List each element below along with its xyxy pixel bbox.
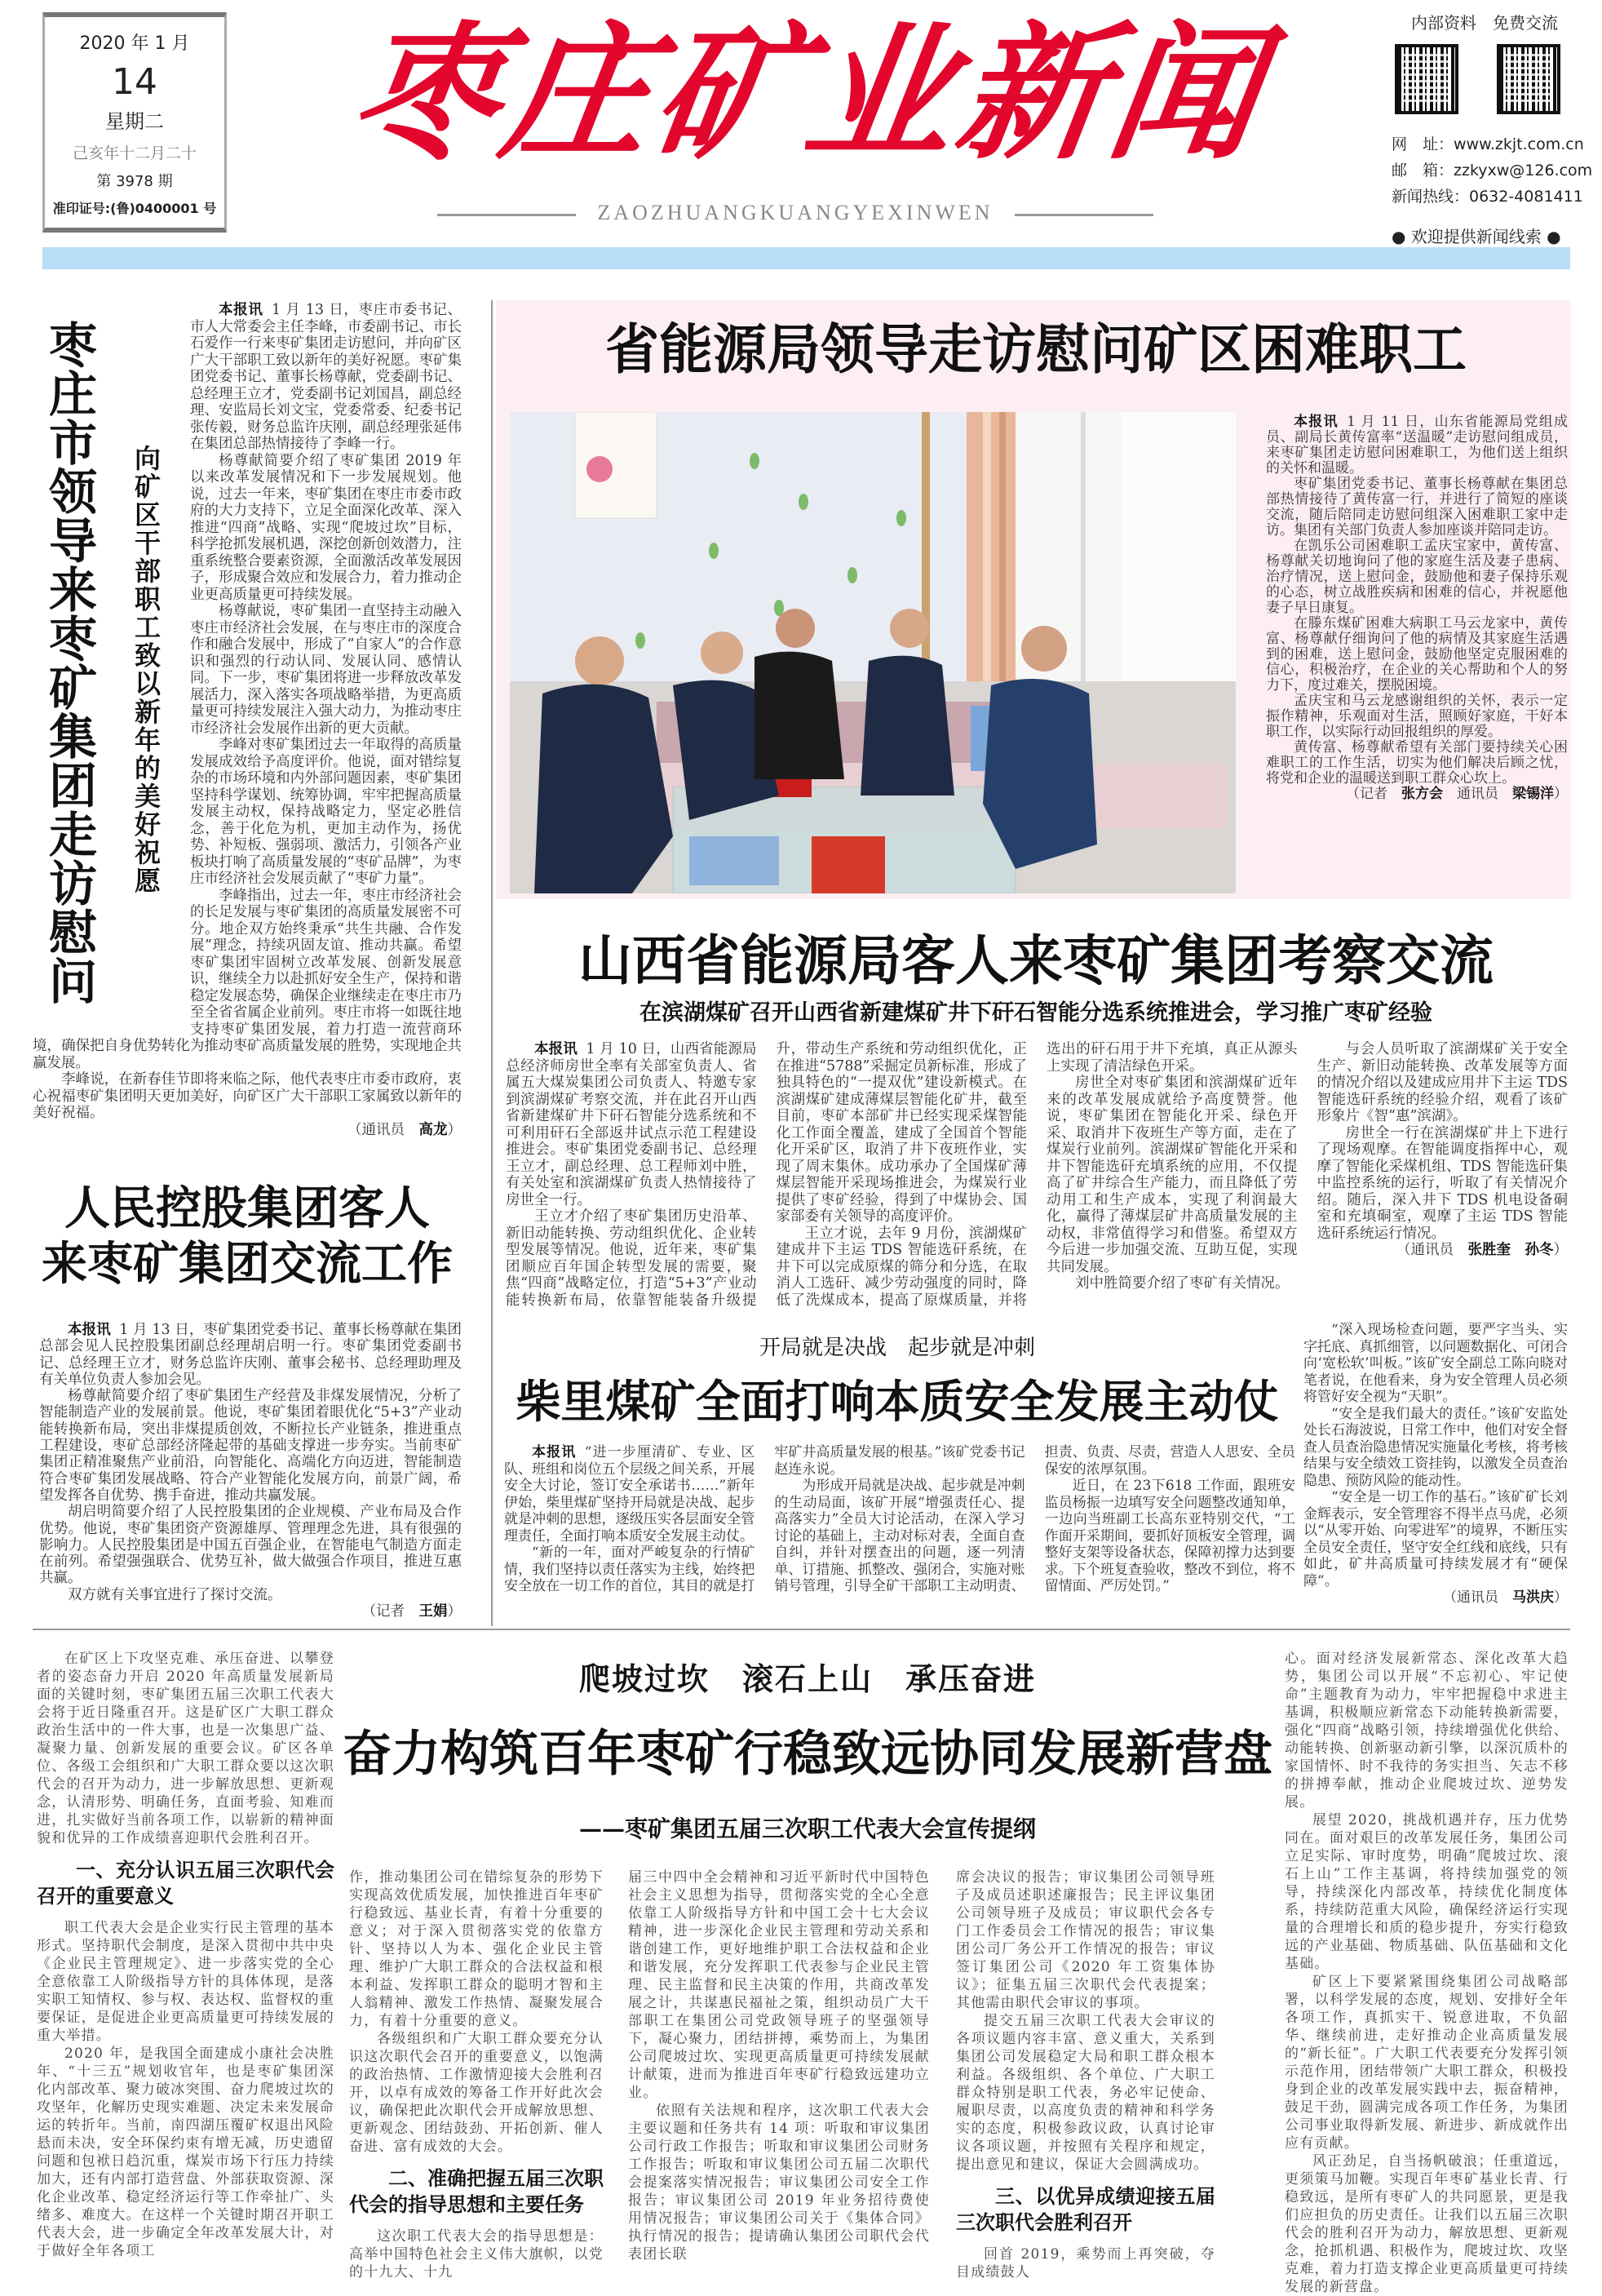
paragraph-text: 李峰对枣矿集团过去一年取得的高质量发展成效给予高度评价。他说，面对错综复杂的市场环境和内外部问题因素，枣矿集团坚持科学谋划、统筹协调，牢牢把握高质量发展主动权，保持战略定力，坚定必胜信念，善于化危为机，更加主动作为，扬优势、补短板、强弱项、激活力，引领各产业板块打响了高质量发展的“枣矿品牌”，为枣庄市经济社会发展贡献了“枣矿力量”。 <box>190 737 462 887</box>
paragraph <box>1266 476 1568 539</box>
news-photo <box>510 412 1236 893</box>
email: 邮 箱：zzkyxw@126.com <box>1392 162 1593 180</box>
paragraph: 风正劲足，自当扬帆破浪；任重道远，更须策马加鞭。实现百年枣矿基业长青、行稳致远，是所有枣矿人的共同愿景，更是我们应担负的历史责任。让我们以五届三次职代会的胜利召开为动力，解放思想、更新观念，抢抓机遇、积极作为，爬坡过坎、攻坚克难，着力打造支撑企业更高质量更可持续发展的新营盘。 <box>1285 2153 1569 2295</box>
qr-code-icon <box>1395 44 1458 114</box>
column-divider <box>491 300 493 1626</box>
article-column <box>628 1868 930 2263</box>
article-body <box>506 1041 1568 1309</box>
paragraph-text: 1 月 13 日，枣矿集团党委书记、董事长杨尊献在集团总部会见人民控股集团副总经理胡启明一行。枣矿集团党委副书记、总经理王立才，财务总监许庆刚、董事会秘书、总经理助理及有关单位负责人参加会见。 <box>39 1322 462 1388</box>
paragraph-text: 杨尊献简要介绍了枣矿集团 2019 年以来改革发展情况和下一步发展规划。他说，过去一年来，枣矿集团在枣庄市委市政府的大力支持下，立足全面深化改革、深入推进“四商”战略、实现“爬坡过坎”目标，科学抢抓发展机遇，深挖创新创效潜力，注重系统整合要素资源，全面激活改革发展因子，形成聚合效应和发展合力，着力推动企业更高质量更可持续发展。 <box>190 452 462 603</box>
permit-number: 准印证号:(鲁)0400001 号 <box>52 201 217 216</box>
paragraph <box>506 1041 757 1208</box>
paragraph-text: 房世全对枣矿集团和滨湖煤矿近年来的改革发展成就给予高度赞誉。他说，枣矿集团在智能化开采、绿色开采、取消井下夜班生产等方面，走在了煤炭行业前列。滨湖煤矿智能化开采和井下智能选矸充填系统的应用，不仅提高了矿井综合生产能力，而且降低了劳动用工和生产成本，实现了利润最大化，赢得了薄煤层矿井高质量发展的主动权，非常值得学习和借鉴。希望双方今后进一步加强交流、互助互促，实现共同发展。 <box>1047 1075 1298 1275</box>
section-heading: 二、准确把握五届三次职代会的指导思想和主要任务 <box>349 2167 604 2216</box>
paragraph-text: “深入现场检查问题，要严字当头、实字托底、真抓细管，以问题数据化、可闭合向‘宽松软’叫板。”该矿安全副总工陈向晓对笔者说，在他看来，身为安全管理人员必须将管好安全视为“天职”。 <box>1303 1322 1568 1405</box>
paragraph <box>1303 1406 1568 1490</box>
article-body-continued <box>1303 1322 1568 1607</box>
article-body <box>39 1322 462 1620</box>
paragraph: 席会决议的报告；审议集团公司领导班子及成员述职述廉报告；民主评议集团公司领导班子及成员；审议职代会各专门工作委员会工作情况的报告；审议集团公司厂务公开工作情况的报告；审议签订集团公司《2020 年工资集体协议》；征集五届三次职代会代表提案；其他需由职代会审议的事项。 <box>956 1869 1215 2011</box>
paragraph: 2020 年，是我国全面建成小康社会决胜年、“十三五”规划收官年，也是枣矿集团深化内部改革、聚力破冰突围、奋力爬坡过坎的攻坚年，化解历史现实难题、决定未来发展命运的转折年。当前，南四湖压覆矿权退出风险悬而未决，安全环保约束有增无减，历史遗留问题和包袱日趋沉重，煤炭市场下行压力持续加大，还有内部打造营盘、外部获取资源、深化企业改革、稳定经济运行等工作牵扯广、头绪多、难度大。在这样一个关键时期召开职工代表大会，进一步确定全年改革发展大计，对于做好全年各项工 <box>37 2046 334 2259</box>
section-heading: 三、以优异成绩迎接五届三次职代会胜利召开 <box>956 2185 1215 2234</box>
article-body <box>33 302 462 1138</box>
paragraph <box>1266 740 1568 787</box>
paragraph-text: “安全是一切工作的基石。”该矿矿长刘金辉表示，安全管理容不得半点马虎，必须以“从零开始、向零进军”的境界，不断压实全员安全责任，坚守安全红线和底线，只有如此，矿井高质量可持续发展才有“硬保障”。 <box>1303 1489 1568 1589</box>
issue-date: 2020 年 1 月 <box>79 33 190 54</box>
paragraph: 回首 2019，乘势而上再突破，夺目成绩鼓人 <box>956 2246 1215 2280</box>
paragraph-text: 双方就有关事宜进行了探讨交流。 <box>68 1586 282 1603</box>
paragraph-text: 王立才介绍了枣矿集团历史沿革、新旧动能转换、劳动组织优化、企业转型发展等情况。他说，近年来，枣矿集团顺应百年国企转型发展的需要，聚焦“四商”战略定位，打造“5+3”产业动能转换新布局，依靠智能装备升级提升，带动生产系统和劳动组织优化，正在推进“5788”采掘定员新标准，形成了独具特色的“一提双优”建设新模式。在滨湖煤矿建成薄煤层智能化矿井，截至目前，枣矿本部矿井已经实现采煤智能化工作面全覆盖，建成了全国首个智能化开采矿区，取消了井下夜班作业，实现了周末集休。成功承办了全国煤矿薄煤层智能开采现场推进会，为煤炭行业提供了枣矿经验，得到了中煤协会、国家部委有关领导的高度评价。 <box>506 1041 1027 1309</box>
newspaper-logo: 枣庄矿业新闻 <box>340 7 1275 180</box>
paragraph-text: 在凯乐公司困难职工孟庆宝家中，黄传富、杨尊献关切地询问了他的家庭生活及妻子患病、治疗情况，送上慰问金，鼓励他和妻子保持乐观的心态，树立战胜疾病和困难的信心，并祝愿他妻子早日康复。 <box>1266 538 1568 616</box>
paragraph-text: 枣矿集团党委书记、董事长杨尊献在集团总部热情接待了黄传富一行，并进行了简短的座谈交流，随后陪同走访慰问组深入困难职工家中走访。集团有关部门负责人参加座谈并陪同走访。 <box>1266 476 1568 539</box>
dateline-lead: 本报讯 <box>219 302 263 318</box>
paragraph <box>1317 1041 1569 1125</box>
article-headline: 山西省能源局客人来枣矿集团考察交流 <box>578 929 1494 992</box>
paragraph-text: 近日，在 23下618 工作面，跟班安监员杨振一边填写安全问题整改通知单，一边向当班副工长高东亚特别交代，“工作面开采期间，要抓好顶板安全管理，调整好支架等设备状态，保障初撑力达到要求。下个班复查验收，整改不到位，将不留情面、严厉处罚。” <box>1044 1478 1295 1594</box>
dateline-lead: 本报讯 <box>534 1041 578 1057</box>
paragraph-text: 房世全一行在滨湖煤矿井上下进行了现场观摩。在智能调度指挥中心，观摩了智能化采煤机组、TDS 智能选矸集中监控系统的运行，听取了有关情况介绍。随后，深入井下 TDS 机电设备硐室和充填硐室，观摩了主运 TDS 智能选矸系统运行情况。 <box>1317 1124 1568 1242</box>
paragraph-text: 刘中胜简要介绍了枣矿有关情况。 <box>1075 1275 1290 1292</box>
paragraph <box>39 1587 462 1603</box>
paragraph-text: “安全是我们最大的责任。”该矿安监处处长石海波说，日常工作中，他们对安全督查人员查治隐患情况实施量化考核，将考核结果与安全绩效工资挂钩，以激发全员查治隐患、预防风险的能动性。 <box>1303 1405 1568 1489</box>
paragraph-text: 在滕东煤矿困难大病职工马云龙家中，黄传富、杨尊献仔细询问了他的病情及其家庭生活遇到的困难，送上慰问金，鼓励他坚定克服困难的信心，积极治疗，在企业的关心帮助和个人的努力下，度过难关，摆脱困境。 <box>1266 615 1568 694</box>
paragraph <box>1266 616 1568 694</box>
article-kicker: 开局就是决战 起步就是冲刺 <box>759 1336 1035 1360</box>
paragraph: 展望 2020，挑战机遇并存，压力优势同在。面对艰巨的改革发展任务，集团公司立足实际、审时度势，明确“爬坡过坎、滚石上山”工作主基调，将持续加强党的领导，持续深化内部改革，持续优化制度体系，持续防范重大风险，确保经济运行实现量的合理增长和质的稳步提升，夯实行稳致远的产业基础、物质基础、队伍基础和文化基础。 <box>1285 1812 1569 1972</box>
paragraph-text: “进一步厘清矿、专业、区队、班组和岗位五个层级之间关系，开展安全大讨论，签订安全承诺书……”新年伊始，柴里煤矿坚持开局就是决战、起步就是冲刺的思想，逐级压实各层面安全管理责任，全面打响本质安全发展主动仗。 <box>504 1444 755 1545</box>
paragraph: 依照有关法规和程序，这次职工代表大会主要议题和任务共有 14 项：听取和审议集团公司行政工作报告；听取和审议集团公司财务工作报告；听取和审议集团公司五届二次职代会提案落实情况报告；审议集团公司安全工作报告；审议集团公司 2019 年业务招待费使用情况报告；审议集团公司关于《集体合同》执行情况的报告；提请确认集团公司职代会代表团长联 <box>628 2103 930 2263</box>
internal-notice: 内部资料 免费交流 <box>1411 13 1558 33</box>
issue-day: 14 <box>112 61 157 103</box>
qr-code-icon <box>1497 44 1560 114</box>
paragraph <box>1045 1478 1295 1595</box>
paragraph-text: 李峰说，在新春佳节即将来临之际，他代表枣庄市委市政府，衷心祝福枣矿集团明天更加美好，向矿区广大干部职工家属致以新年的美好祝福。 <box>33 1071 462 1121</box>
paragraph-text: 杨尊献简要介绍了枣矿集团生产经营及非煤发展情况，分析了智能制造产业的发展前景。他说，枣矿集团着眼优化“5+3”产业动能转换新布局，突出非煤提质创效，不断拉长产业链条，推进重点工程建设，枣矿总部经济隆起带的基础支撑进一步夯实。当前枣矿集团正精准聚焦产业前沿，向智能化、高端化方向迈进，智能制造符合枣矿集团发展战略、符合产业智能化发展方向，前景广阔，希望发挥各自优势、携手奋进，推动共赢发展。 <box>39 1388 462 1504</box>
paragraph <box>1266 539 1568 616</box>
article-body <box>1266 414 1568 802</box>
paragraph <box>1047 1275 1298 1292</box>
news-tip-slogan: ● 欢迎提供新闻线索 ● <box>1392 227 1561 246</box>
article-headline: 奋力构筑百年枣矿行稳致远协同发展新营盘 <box>343 1726 1272 1783</box>
lunar-date: 己亥年十二月二十 <box>72 144 197 162</box>
website: 网 址：www.zkjt.com.cn <box>1392 135 1584 153</box>
paragraph-text: 1 月 13 日，枣庄市委书记、市人大常委会主任李峰，市委副书记、市长石爱作一行来枣矿集团走访慰问，并向矿区广大干部职工致以新年的美好祝愿。枣矿集团党委书记、董事长杨尊献，党委副书记、总经理王立才，党委副书记刘国昌，副总经理、安监局长刘文宝，党委常委、纪委书记张传毅，财务总监许庆刚，副总经理张延伟在集团总部热情接待了李峰一行。 <box>190 302 462 452</box>
paragraph: 各级组织和广大职工群众要充分认识这次职代会召开的重要意义，以饱满的政治热情、工作激情迎接大会胜利召开，以卓有成效的筹备工作开好此次会议，确保把此次职代会开成解放思想、更新观念、团结鼓劲、开拓创新、催人奋进、富有成效的大会。 <box>349 2031 604 2155</box>
paragraph <box>39 1388 462 1504</box>
headline-spacer <box>33 302 190 1022</box>
headline-line: 人民控股集团客人 <box>64 1182 430 1235</box>
paragraph <box>1303 1322 1568 1406</box>
article-column <box>956 1868 1215 2281</box>
article-subheadline: ——枣矿集团五届三次职工代表大会宣传提纲 <box>578 1815 1036 1842</box>
section-heading: 一、充分认识五届三次职代会召开的重要意义 <box>37 1859 334 1908</box>
paragraph-text: “新的一年，面对严峻复杂的行情矿情，我们坚持以责任落实为主线，始终把安全放在一切工作的首位，其目的就是打牢矿井高质量发展的根基。”该矿党委书记赵连永说。 <box>504 1444 1025 1594</box>
section-divider <box>33 1629 1570 1630</box>
paragraph: 职工代表大会是企业实行民主管理的基本形式。坚持职代会制度，是深入贯彻中共中央《企业民主管理规定》、进一步落实党的全心全意依靠工人阶级指导方针的具体体现，是落实职工知情权、参与权、表达权、监督权的重要保证，是促进企业更高质量更可持续发展的重大举措。 <box>37 1920 334 2044</box>
paragraph <box>1266 694 1568 740</box>
byline: （记者 王娟） <box>361 1603 462 1620</box>
paragraph: 心。面对经济发展新常态、深化改革大趋势，集团公司以开展“不忘初心、牢记使命”主题教育为动力，牢牢把握稳中求进主基调，积极顺应新常态下动能转换新需要，强化“四商”战略引领，持续增强优化供给、动能转换、创新驱动新引擎，以深沉质朴的家国情怀、时不我待的务实担当、矢志不移的拼搏奉献，推动企业爬坡过坎、逆势发展。 <box>1285 1651 1569 1811</box>
paragraph-text: 李峰指出，过去一年，枣庄市经济社会的长足发展与枣矿集团的高质量发展密不可分。地企双方始终秉承“共生共融、合作发展”理念，持续巩固友谊、推动共赢。希望枣矿集团牢固树立改革发展、创新发展意识，继续全力以赴抓好安全生产，保持和谐稳定发展态势，确保企业继续走在枣庄市乃至全省省属企业前列。枣庄市将一如既往地支持枣矿集团发展，着力打造一流营商环境，确保把自身优势转化为推动枣矿高质量发展的胜势，实现地企共赢发展。 <box>33 887 462 1071</box>
paragraph: 作，推动集团公司在错综复杂的形势下实现高效优质发展，加快推进百年枣矿行稳致远、基业长青，有着十分重要的意义；对于深入贯彻落实党的依靠方针、坚持以人为本、强化企业民主管理、维护广大职工群众的合法权益和根本利益、发挥职工群众的聪明才智和主人翁精神、激发工作热情、凝聚发展合力，有着十分重要的意义。 <box>349 1869 604 2029</box>
article-column <box>349 1868 604 2281</box>
paragraph-text: 杨尊献说，枣矿集团一直坚持主动融入枣庄市经济社会发展，在与枣庄市的深度合作和融合发展中，形成了“自家人”的合作意识和强烈的行动认同、发展认同、感情认同。下一步，枣矿集团将进一步释放改革发展活力，深入落实各项战略举措，为更高质量更可持续发展注入强大动力，为推动枣庄市经济社会发展作出新的更大贡献。 <box>190 603 462 737</box>
byline: （通讯员 高龙） <box>347 1121 462 1138</box>
paragraph <box>1047 1075 1298 1275</box>
news-hotline: 新闻热线：0632-4081411 <box>1392 188 1583 206</box>
paragraph: 在矿区上下攻坚克难、承压奋进、以攀登者的姿态奋力开启 2020 年高质量发展新局面的关键时刻，枣矿集团五届三次职工代表大会将于近日隆重召开。这是矿区广大职工群众政治生活中的一件大事，也是一次集思广益、凝聚力量、创新发展的重要会议。矿区各单位、各级工会组织和广大职工群众要以这次职代会的召开为动力，进一步解放思想、更新观念，认清形势、明确任务，直面考验、知难而进，扎实做好当前各项工作，以崭新的精神面貌和优异的工作成绩喜迎职代会胜利召开。 <box>37 1651 334 1846</box>
logo-pinyin: ZAOZHUANGKUANGYEXINWEN <box>408 201 1183 225</box>
paragraph <box>39 1322 462 1388</box>
paragraph <box>1303 1489 1568 1589</box>
paragraph-text: 王立才说，去年 9 月份，滨湖煤矿建成井下主运 TDS 智能选矸系统，在井下可以完成原煤的筛分和分选，在取消人工选矸、减少劳动强度的同时，降低了洗煤成本，提高了原煤质量，并将选出的矸石用于井下充填，真正从源头上实现了清洁绿色开采。 <box>776 1041 1298 1309</box>
paragraph <box>504 1444 755 1545</box>
paragraph <box>1266 414 1568 476</box>
article-subheadline: 向矿区干部职工致以新年的美好祝愿 <box>131 445 162 895</box>
masthead-bar <box>42 247 1570 269</box>
paragraph-text: 为形成开局就是决战、起步就是冲刺的生动局面，该矿开展“增强责任心、提高落实力”全员大讨论活动，在深入学习讨论的基础上，主动对标对表，全面自查自纠，并针对摆查出的问题，逐一列清单、订措施、抓整改、强闭合，实施对账销号管理，引导全矿干部职工主动明责、担责、负责、尽责，营造人人思安、全员保安的浓厚氛围。 <box>774 1444 1295 1594</box>
dateline-lead: 本报讯 <box>68 1322 111 1338</box>
paragraph: 矿区上下要紧紧围绕集团公司战略部署，以科学发展的态度，规划、安排好全年各项工作，真抓实干、锐意进取，不负韶华、继续前进，走好推动企业高质量发展的“新长征”。广大职工代表要充分发挥引领示范作用，团结带领广大职工群众，积极投身到企业的改革发展实践中去，振奋精神，鼓足干劲，圆满完成各项工作任务，为集团公司事业取得新发展、新进步、新成就作出应有贡献。 <box>1285 1974 1569 2152</box>
byline: （通讯员 张胜奎 孙冬） <box>1396 1242 1568 1258</box>
article-column <box>1285 1650 1569 2296</box>
paragraph-text: 与会人员听取了滨湖煤矿关于安全生产、新旧动能转换、改革发展等方面的情况介绍以及建成应用井下主运 TDS 智能选矸系统的经验介绍，观看了该矿形象片《智“惠”滨湖》。 <box>1317 1041 1568 1124</box>
date-box <box>42 12 227 233</box>
byline: （通讯员 马洪庆） <box>1443 1589 1568 1606</box>
paragraph-text: 1 月 10 日，山西省能源局总经济师房世全率有关部室负责人、省属五大煤炭集团公司负责人、特邀专家到滨湖煤矿考察交流，并在此召开山西省新建煤矿井下矸石智能分选系统和不可利用矸石全部返井试点示范工程建设推进会。枣矿集团党委副书记、总经理王立才，副总经理、总工程师刘中胜，有关处室和滨湖煤矿负责人热情接待了房世全一行。 <box>506 1041 757 1208</box>
article-headline: 省能源局领导走访慰问矿区困难职工 <box>605 317 1467 381</box>
paragraph-text: 胡启明简要介绍了人民控股集团的企业规模、产业布局及合作优势。他说，枣矿集团资产资源雄厚、管理理念先进，具有很强的影响力。人民控股集团是中国五百强企业，在智能电气制造方面走在前列。希望强强联合、优势互补，做大做强合作项目，推进互惠共赢。 <box>39 1504 462 1587</box>
byline: （记者 张方会 通讯员 梁锡洋） <box>1346 786 1568 802</box>
article-headline <box>33 1181 462 1292</box>
article-headline: 枣庄市领导来枣矿集团走访慰问 <box>41 320 97 1005</box>
paragraph-text: 1 月 11 日，山东省能源局党组成员、副局长黄传富率“送温暖”走访慰问组成员，来枣矿集团走访慰问困难职工，为他们送上组织的关怀和温暖。 <box>1266 414 1569 476</box>
paragraph <box>33 1071 462 1122</box>
paragraph: 提交五届三次职工代表大会审议的各项议题内容丰富、意义重大，关系到集团公司发展稳定大局和职工群众根本利益。各级组织、各个单位、广大职工群众特别是职工代表，务必牢记使命、履职尽责，以高度负责的精神和科学务实的态度，积极参政议政，认真讨论审议各项议题，并按照有关程序和规定，提出意见和建议，保证大会圆满成功。 <box>956 2013 1215 2173</box>
article-kicker: 爬坡过坎 滚石上山 承压奋进 <box>578 1661 1036 1697</box>
paragraph <box>1317 1125 1569 1243</box>
headline-line: 来枣矿集团交流工作 <box>42 1238 453 1291</box>
paragraph <box>39 1504 462 1586</box>
dateline-lead: 本报讯 <box>532 1444 577 1460</box>
issue-number: 第 3978 期 <box>96 173 173 190</box>
paragraph: 届三中四中全会精神和习近平新时代中国特色社会主义思想为指导，贯彻落实党的全心全意依靠工人阶级指导方针和中国工会十七大会议精神，进一步深化企业民主管理和劳动关系和谐创建工作，更好地维护职工合法权益和企业和谐发展，充分发挥职工代表参与企业民主管理、民主监督和民主决策的作用，共商改革发展之计，共谋惠民福祉之策，组织动员广大干部职工在集团公司党政领导班子的坚强领导下，凝心聚力，团结拼搏，乘势而上，为集团公司爬坡过坎、实现更高质量更可持续发展献计献策，进而为推进百年枣矿行稳致远建功立业。 <box>628 1869 930 2101</box>
paragraph: 这次职工代表大会的指导思想是：高举中国特色社会主义伟大旗帜，以党的十九大、十九 <box>349 2228 604 2280</box>
issue-weekday: 星期二 <box>105 110 164 133</box>
article-column <box>37 1650 334 2260</box>
dateline-lead: 本报讯 <box>1294 414 1339 430</box>
article-body <box>504 1444 1295 1595</box>
paragraph-text: 孟庆宝和马云龙感谢组织的关怀，表示一定振作精神，乐观面对生活，照顾好家庭，干好本职工作，以实际行动回报组织的厚爱。 <box>1266 693 1568 740</box>
paragraph-text: 黄传富、杨尊献希望有关部门要持续关心困难职工的工作生活，切实为他们解决后顾之忧，将党和企业的温暖送到职工群众心坎上。 <box>1266 739 1568 787</box>
article-headline: 柴里煤矿全面打响本质安全发展主动仗 <box>516 1375 1279 1428</box>
article-subheadline: 在滨湖煤矿召开山西省新建煤矿井下矸石智能分选系统推进会，学习推广枣矿经验 <box>639 1000 1432 1026</box>
